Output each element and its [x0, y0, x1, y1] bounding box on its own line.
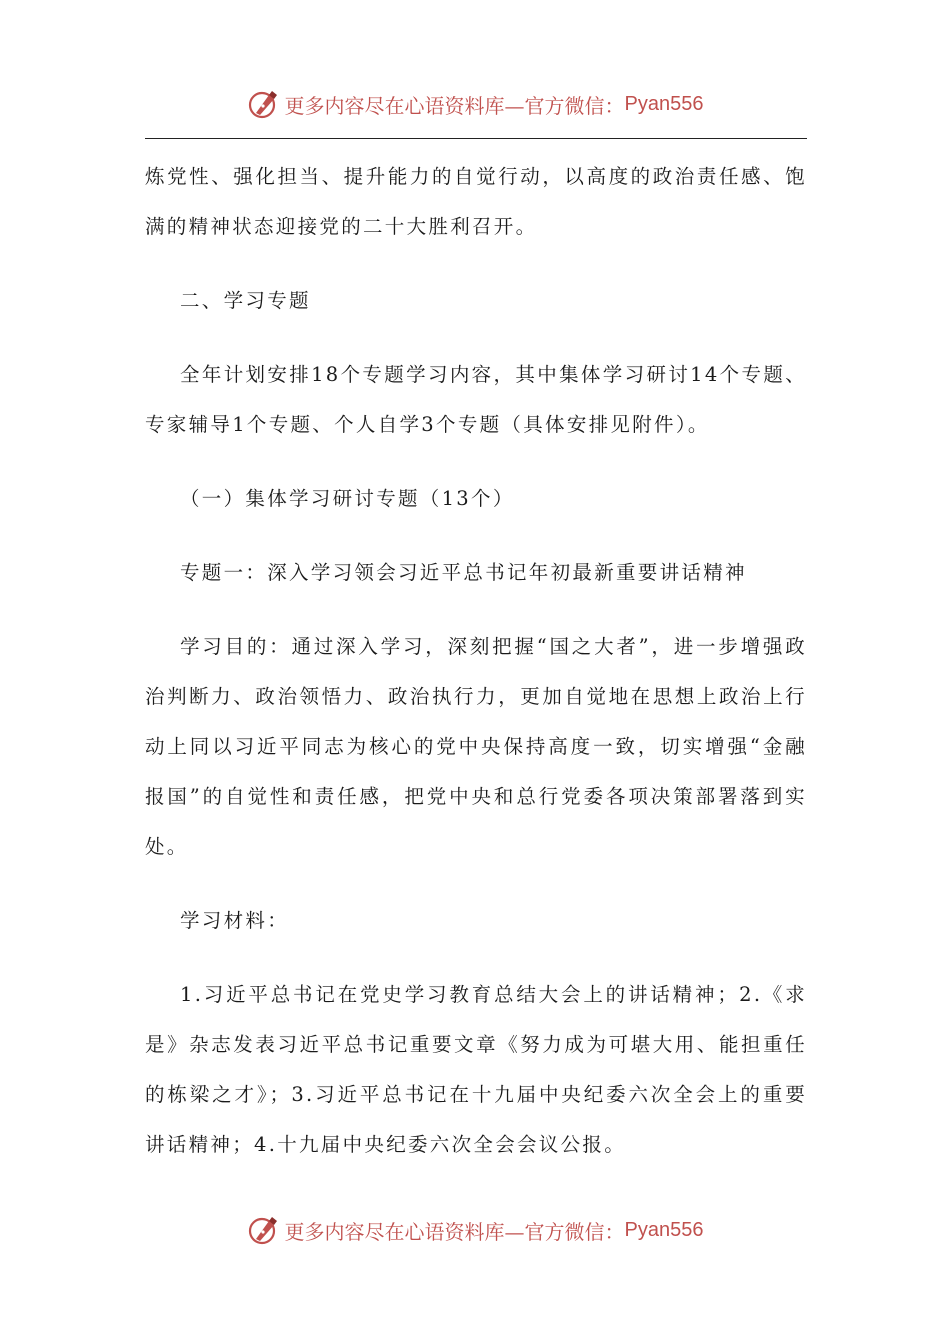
paragraph-materials: 1.习近平总书记在党史学习教育总结大会上的讲话精神；2.《求是》杂志发表习近平总书记重要文章《努力成为可堪大用、能担重任的栋梁之才》；3.习近平总书记在十九届中央纪委六次全会上的重要讲话精神；4.十九届中央纪委六次全会会议公报。 [145, 983, 807, 1156]
watermark-text: 更多内容尽在心语资料库—官方微信： [284, 1219, 625, 1244]
footer-watermark [0, 1208, 950, 1252]
header-watermark [0, 82, 950, 126]
section-heading: 二、学习专题 [180, 289, 311, 312]
header-divider [145, 138, 807, 139]
materials-label: 学习材料： [180, 909, 290, 932]
paragraph-purpose: 学习目的：通过深入学习，深刻把握“国之大者”，进一步增强政治判断力、政治领悟力、政治执行力，更加自觉地在思想上政治上行动上同以习近平同志为核心的党中央保持高度一致，切实增强“金融报国”的自觉性和责任感，把党中央和总行党委各项决策部署落到实处。 [145, 635, 807, 858]
document-body [145, 152, 807, 1170]
watermark-text: 更多内容尽在心语资料库—官方微信： [284, 93, 625, 118]
paragraph-continuation: 炼党性、强化担当、提升能力的自觉行动，以高度的政治责任感、饱满的精神状态迎接党的二十大胜利召开。 [145, 165, 807, 238]
pen-nib-circle-logo [247, 87, 281, 121]
paragraph-plan: 全年计划安排18个专题学习内容，其中集体学习研讨14个专题、专家辅导1个专题、个人自学3个专题（具体安排见附件）。 [145, 363, 807, 436]
watermark-wechat-id: Pyan556 [624, 1218, 704, 1241]
pen-nib-circle-logo [247, 1213, 281, 1247]
watermark-wechat-id: Pyan556 [624, 92, 704, 115]
topic-title: 专题一：深入学习领会习近平总书记年初最新重要讲话精神 [180, 561, 747, 584]
subsection-heading: （一）集体学习研讨专题（13个） [180, 487, 515, 510]
